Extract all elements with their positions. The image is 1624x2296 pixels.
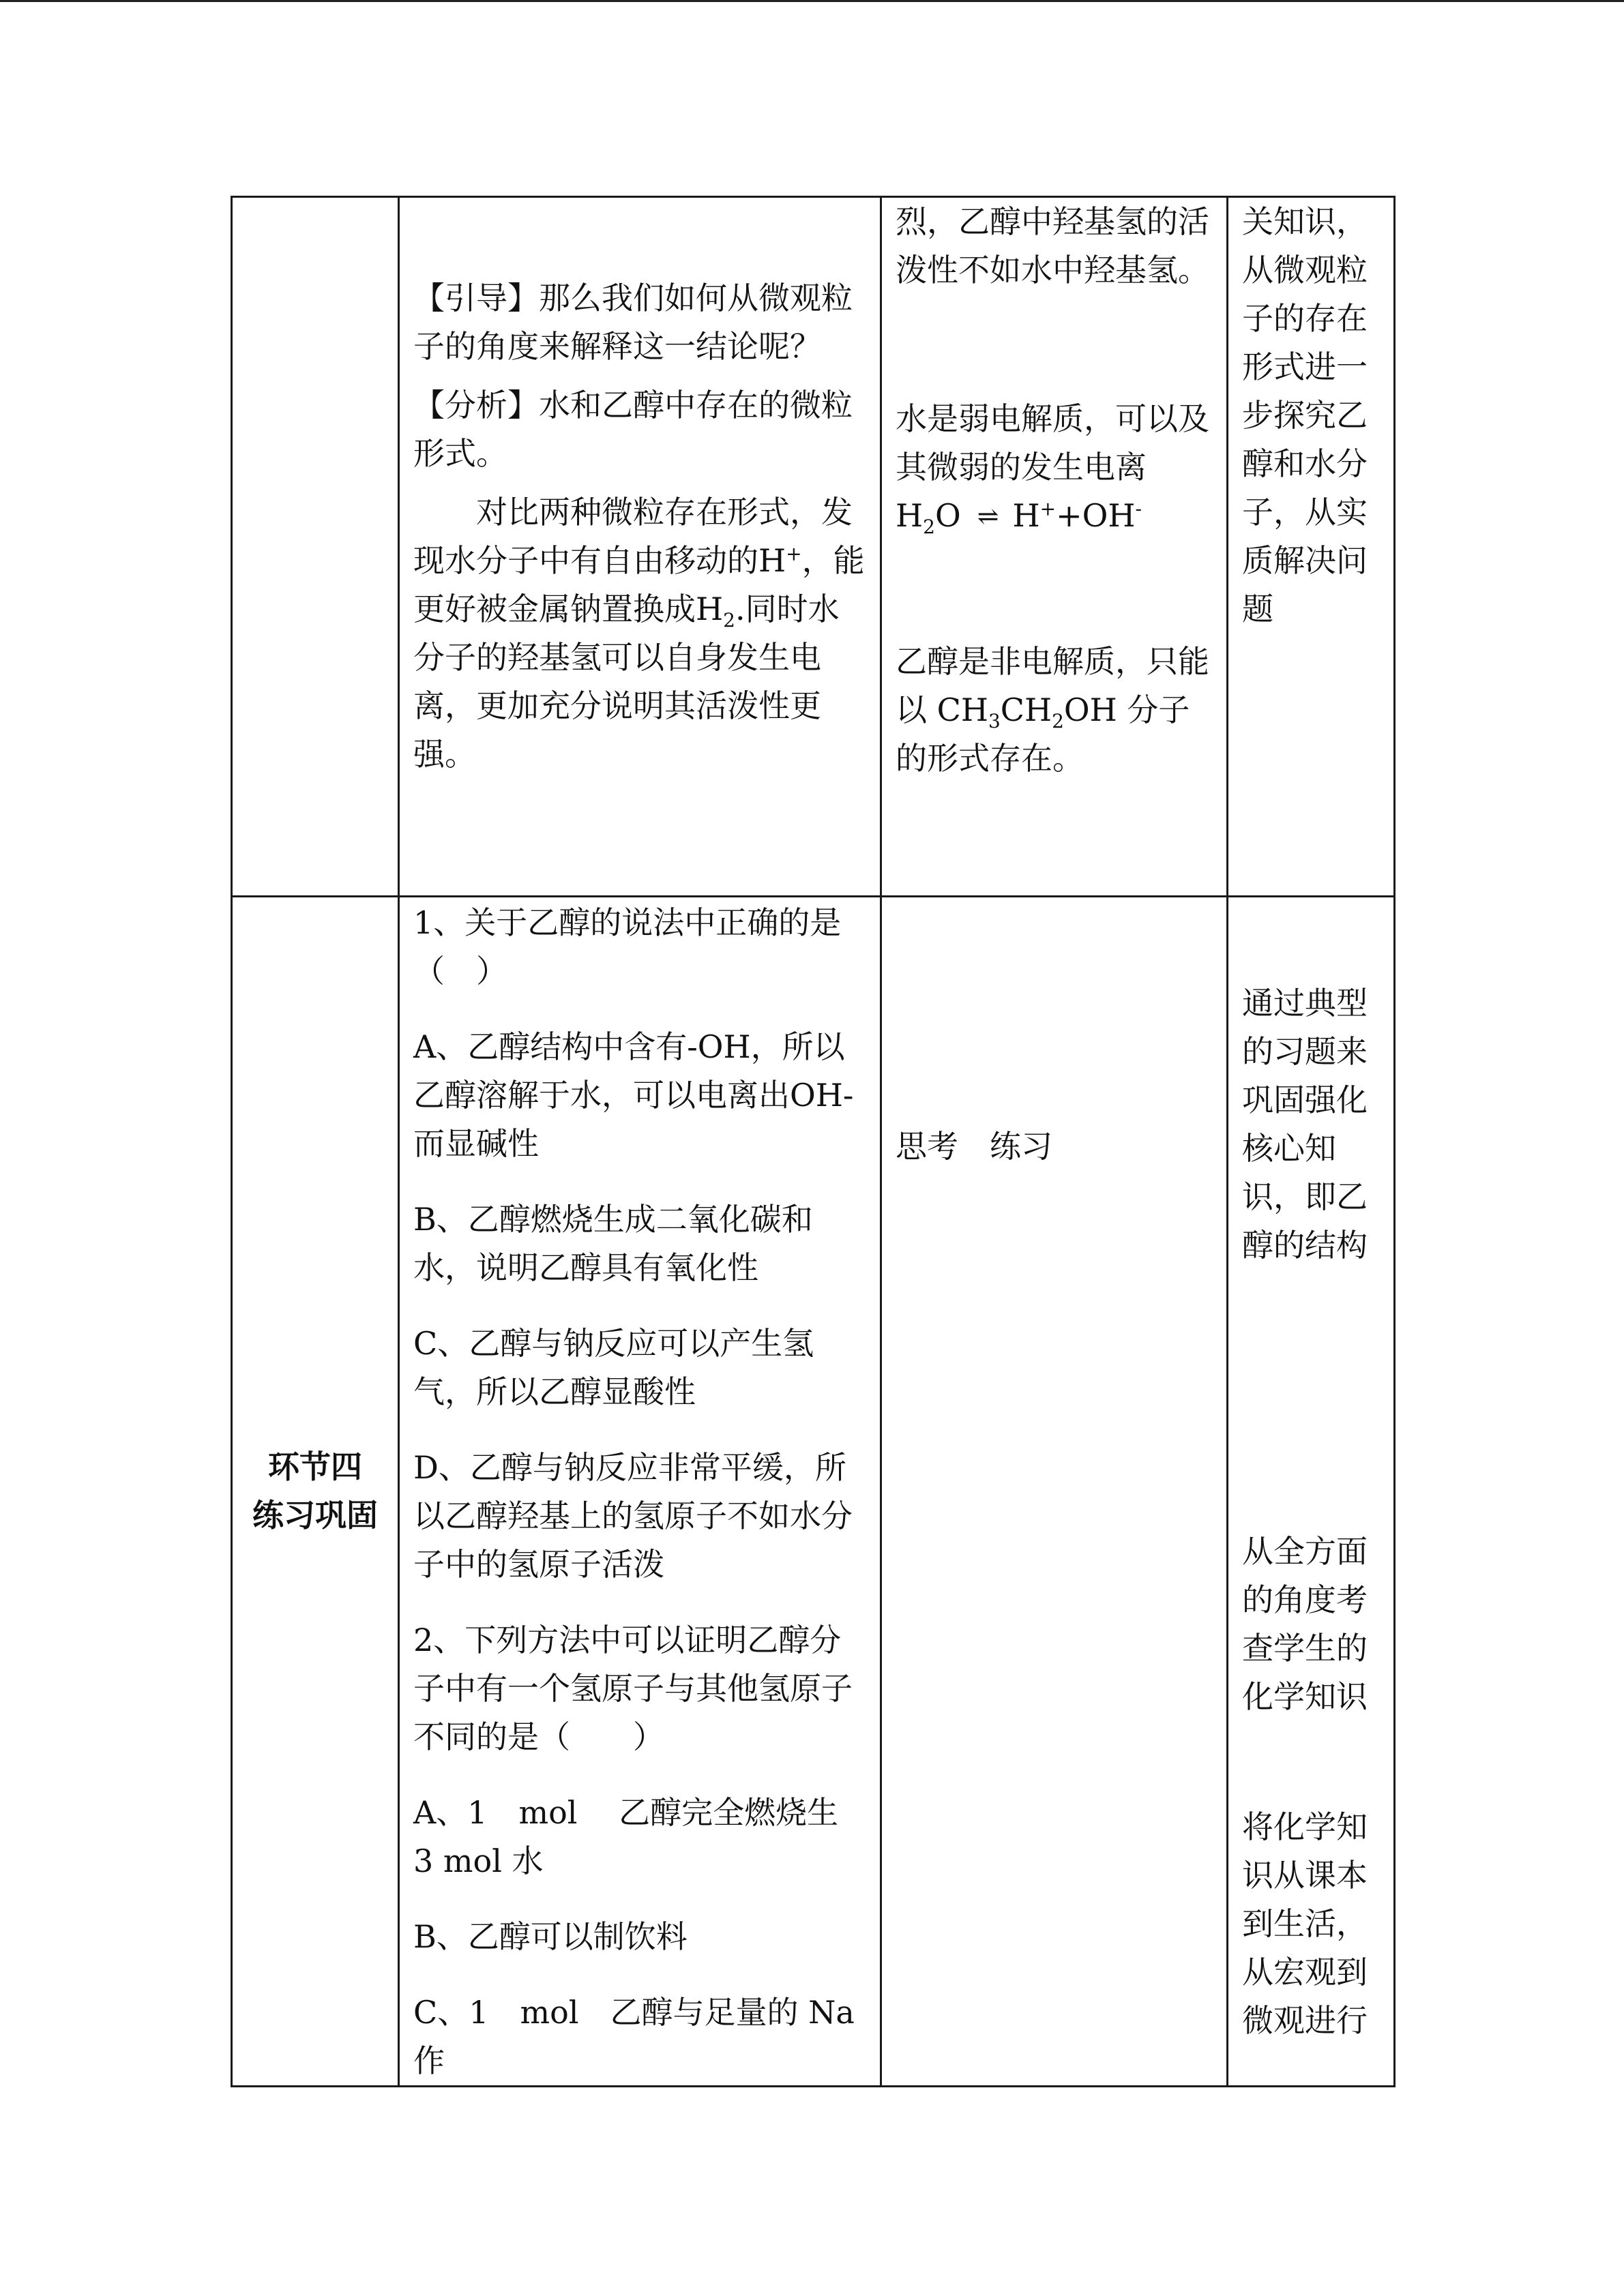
compare-paragraph: 对比两种微粒存在形式，发现水分子中有自由移动的H+，能更好被金属钠置换成$H_2$.同时水分子的羟基氢可以自身发生电离，更加充分说明其活泼性更强。 — [413, 494, 865, 773]
table-row — [232, 897, 1395, 2087]
analysis-paragraph: 【分析】水和乙醇中存在的微粒形式。 — [413, 387, 853, 472]
table-row — [232, 197, 1395, 897]
equilibrium-arrow-icon: ⇌ — [977, 501, 996, 531]
water-electrolyte-text: 水是弱电解质，可以及其微弱的发生电离 — [896, 400, 1209, 486]
design-intent-cell — [1228, 897, 1395, 2087]
question-1-option-d: D、乙醇与钠反应非常平缓，所以乙醇羟基上的氢原子不如水分子中的氢原子活泼 — [413, 1449, 853, 1583]
student-activity-text: 思考 练习 — [896, 1128, 1052, 1165]
question-1: 1、关于乙醇的说法中正确的是（ ） — [413, 904, 842, 989]
design-intent-cell — [1228, 197, 1395, 897]
stage-subtitle: 练习巩固 — [252, 1497, 378, 1534]
question-1-option-a: A、乙醇结构中含有-OH，所以乙醇溶解于水，可以电离出OH-而显碱性 — [413, 1028, 854, 1162]
question-2-option-a: A、1 mol 乙醇完全燃烧生 3 mol 水 — [413, 1794, 839, 1879]
design-intent-2: 从全方面的角度考查学生的化学知识 — [1242, 1533, 1368, 1715]
design-intent-1: 通过典型的习题来巩固强化核心知识，即乙醇的结构 — [1242, 985, 1368, 1264]
design-intent-3: 将化学知识从课本到生活，从宏观到微观进行 — [1242, 1808, 1368, 2039]
guide-paragraph: 【引导】那么我们如何从微观粒子的角度来解释这一结论呢？ — [413, 280, 853, 365]
question-1-option-b: B、乙醇燃烧生成二氧化碳和水，说明乙醇具有氧化性 — [413, 1201, 813, 1286]
question-2-option-c: C、1 mol 乙醇与足量的 Na 作 — [413, 1994, 855, 2079]
reaction-note: 烈，乙醇中羟基氢的活泼性不如水中羟基氢。 — [896, 203, 1209, 288]
question-1-option-c: C、乙醇与钠反应可以产生氢气，所以乙醇显酸性 — [413, 1325, 814, 1410]
ionization-equation: $H_2O$ ⇌ H++OH- — [896, 492, 1213, 541]
stage-cell — [232, 897, 399, 2087]
lesson-plan-table — [231, 196, 1396, 2087]
question-2: 2、下列方法中可以证明乙醇分子中有一个氢原子与其他氢原子不同的是（ ） — [413, 1622, 853, 1755]
teacher-activity-cell — [399, 197, 881, 897]
ethanol-nonelectrolyte-text: 乙醇是非电解质，只能以 $CH_3CH_2OH$ 分子的形式存在。 — [896, 643, 1209, 777]
question-2-option-b: B、乙醇可以制饮料 — [413, 1918, 688, 1955]
stage-title: 环节四 — [268, 1448, 362, 1485]
student-activity-cell — [881, 897, 1228, 2087]
stage-cell — [232, 197, 399, 897]
design-intent-text: 关知识，从微观粒子的存在形式进一步探究乙醇和水分子，从实质解决问题 — [1242, 203, 1368, 627]
page-top-edge — [0, 0, 1624, 2]
student-activity-cell — [881, 197, 1228, 897]
teacher-activity-cell — [399, 897, 881, 2087]
